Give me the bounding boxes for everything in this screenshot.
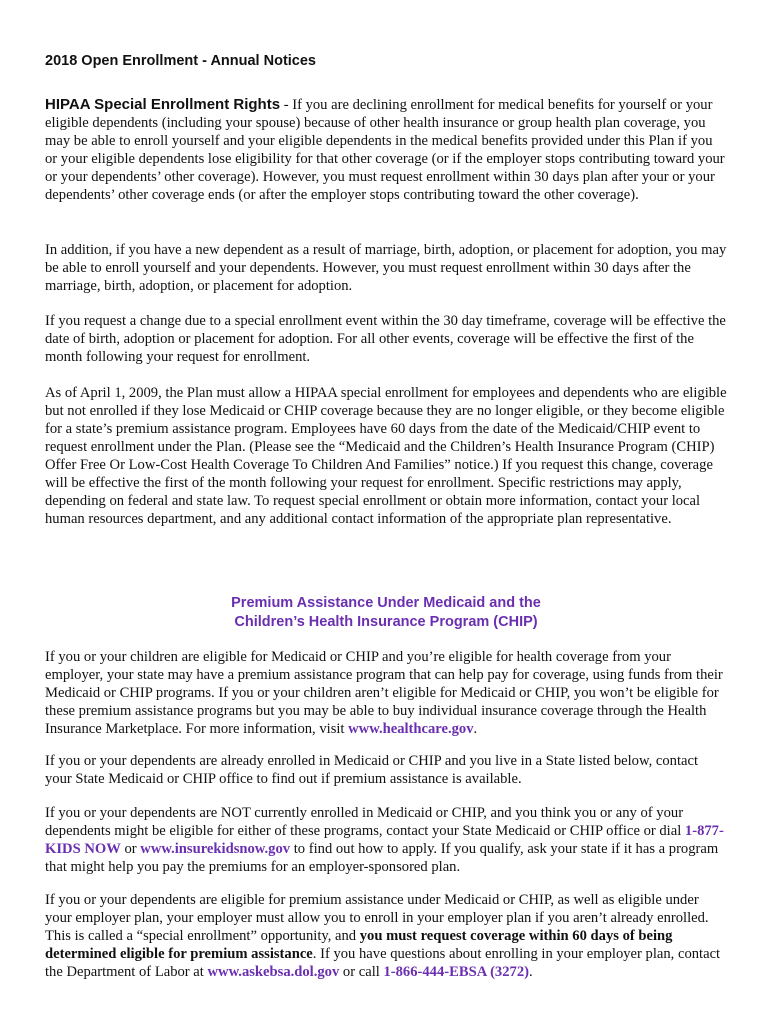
hipaa-paragraph-3: If you request a change due to a special enrollment event within the 30 day timeframe, coverage will be effective the date of birth, adoption or placement for adoption. For all other events, coverage will be effective the first of the month following your request for enrollment. bbox=[45, 313, 726, 365]
chip-heading-line-1: Premium Assistance Under Medicaid and the bbox=[231, 595, 541, 611]
chip-paragraph-2: If you or your dependents are already enrolled in Medicaid or CHIP and you live in a State listed below, contact your State Medicaid or CHIP office to find out if premium assistance is available. bbox=[45, 753, 699, 787]
hipaa-p1-text: If you are declining enrollment for medical benefits for yourself or your eligible dependents (including your spouse) because of other health insurance or group health plan coverage, you may be able to enroll yourself and your eligible dependents in the medical benefits provided under this Plan if you or your eligible dependents lose eligibility for that other coverage (or if the employer stops contributing toward your or your dependents’ other coverage). However, you must request enrollment within 30 days plan after your or your dependents’ other coverage ends (or after the employer stops contributing toward the other coverage). bbox=[45, 97, 725, 203]
hipaa-heading: HIPAA Special Enrollment Rights bbox=[45, 96, 281, 113]
chip-heading-line-2: Children’s Health Insurance Program (CHIP) bbox=[234, 613, 538, 630]
hipaa-paragraph-4: As of April 1, 2009, the Plan must allow a HIPAA special enrollment for employees and dependents who are eligible but not enrolled if they lose Medicaid or CHIP coverage because they are no longer eligible, or they become eligible for a state’s premium assistance program. Employees have 60 days from the date of the Medicaid/CHIP event to request enrollment under the Plan. (Please see the “Medicaid and the Children’s Health Insurance Program (CHIP) Offer Free Or Low-Cost Health Coverage To Children And Families” notice.) If you request this change, coverage will be effective the first of the month following your request for enrollment. Specific restrictions may apply, depending on federal and state law. To request special enrollment or obtain more information, contact your local human resources department, and any additional contact information of the appropriate plan representative. bbox=[45, 385, 727, 527]
askebsa-link[interactable]: www.askebsa.dol.gov bbox=[207, 964, 340, 980]
kids-now-phone-link[interactable]: 1-877-KIDS NOW bbox=[45, 823, 724, 857]
chip-paragraph-1: If you or your children are eligible for Medicaid or CHIP and you’re eligible for health coverage from your employer, your state may have a premium assistance program that can help pay for coverage, using funds from their Medicaid or CHIP programs. If you or your children aren’t eligible for Medicaid or CHIP, you won’t be eligible for these premium assistance programs but you may be able to buy individual insurance coverage through the Health Insurance Marketplace. For more information, visit www.healthcare.gov. bbox=[45, 649, 723, 737]
page-title: 2018 Open Enrollment - Annual Notices bbox=[45, 53, 316, 69]
chip-paragraph-4: If you or your dependents are eligible for premium assistance under Medicaid or CHIP, as well as eligible under your employer plan, your employer must allow you to enroll in your employer plan if you aren’t already enrolled. This is called a “special enrollment” opportunity, and you must request coverage within 60 days of being determined eligible for premium assistance. If you have questions about enrolling in your employer plan, contact the Department of Labor at www.askebsa.dol.gov or call 1-866-444-EBSA (3272). bbox=[45, 892, 721, 980]
insurekidsnow-link[interactable]: www.insurekidsnow.gov bbox=[140, 841, 291, 857]
chip-section-heading bbox=[45, 594, 727, 631]
healthcare-gov-link[interactable]: www.healthcare.gov bbox=[348, 721, 474, 737]
ebsa-phone-link[interactable]: 1-866-444-EBSA (3272) bbox=[383, 964, 529, 980]
hipaa-paragraph-2: In addition, if you have a new dependent as a result of marriage, birth, adoption, or placement for adoption, you may be able to enroll yourself and your dependents. However, you must request enrollment within 30 days after the marriage, birth, adoption, or placement for adoption. bbox=[45, 242, 727, 294]
request-coverage-emphasis: you must request coverage within 60 days of being determined eligible for premium assistance bbox=[45, 928, 673, 962]
hipaa-paragraph-1: HIPAA Special Enrollment Rights - If you are declining enrollment for medical benefits for yourself or your eligible dependents (including your spouse) because of other health insurance or group health plan coverage, you may be able to enroll yourself and your eligible dependents in the medical benefits provided under this Plan if you or your eligible dependents lose eligibility for that other coverage (or if the employer stops contributing toward your or your dependents’ other coverage). However, you must request enrollment within 30 days plan after your or your dependents’ other coverage ends (or after the employer stops contributing toward the other coverage). bbox=[45, 96, 725, 203]
chip-paragraph-3: If you or your dependents are NOT currently enrolled in Medicaid or CHIP, and you think you or any of your dependents might be eligible for either of these programs, contact your State Medicaid or CHIP office or dial 1-877-KIDS NOW or www.insurekidsnow.gov to find out how to apply. If you qualify, ask your state if it has a program that might help you pay the premiums for an employer-sponsored plan. bbox=[45, 805, 724, 875]
